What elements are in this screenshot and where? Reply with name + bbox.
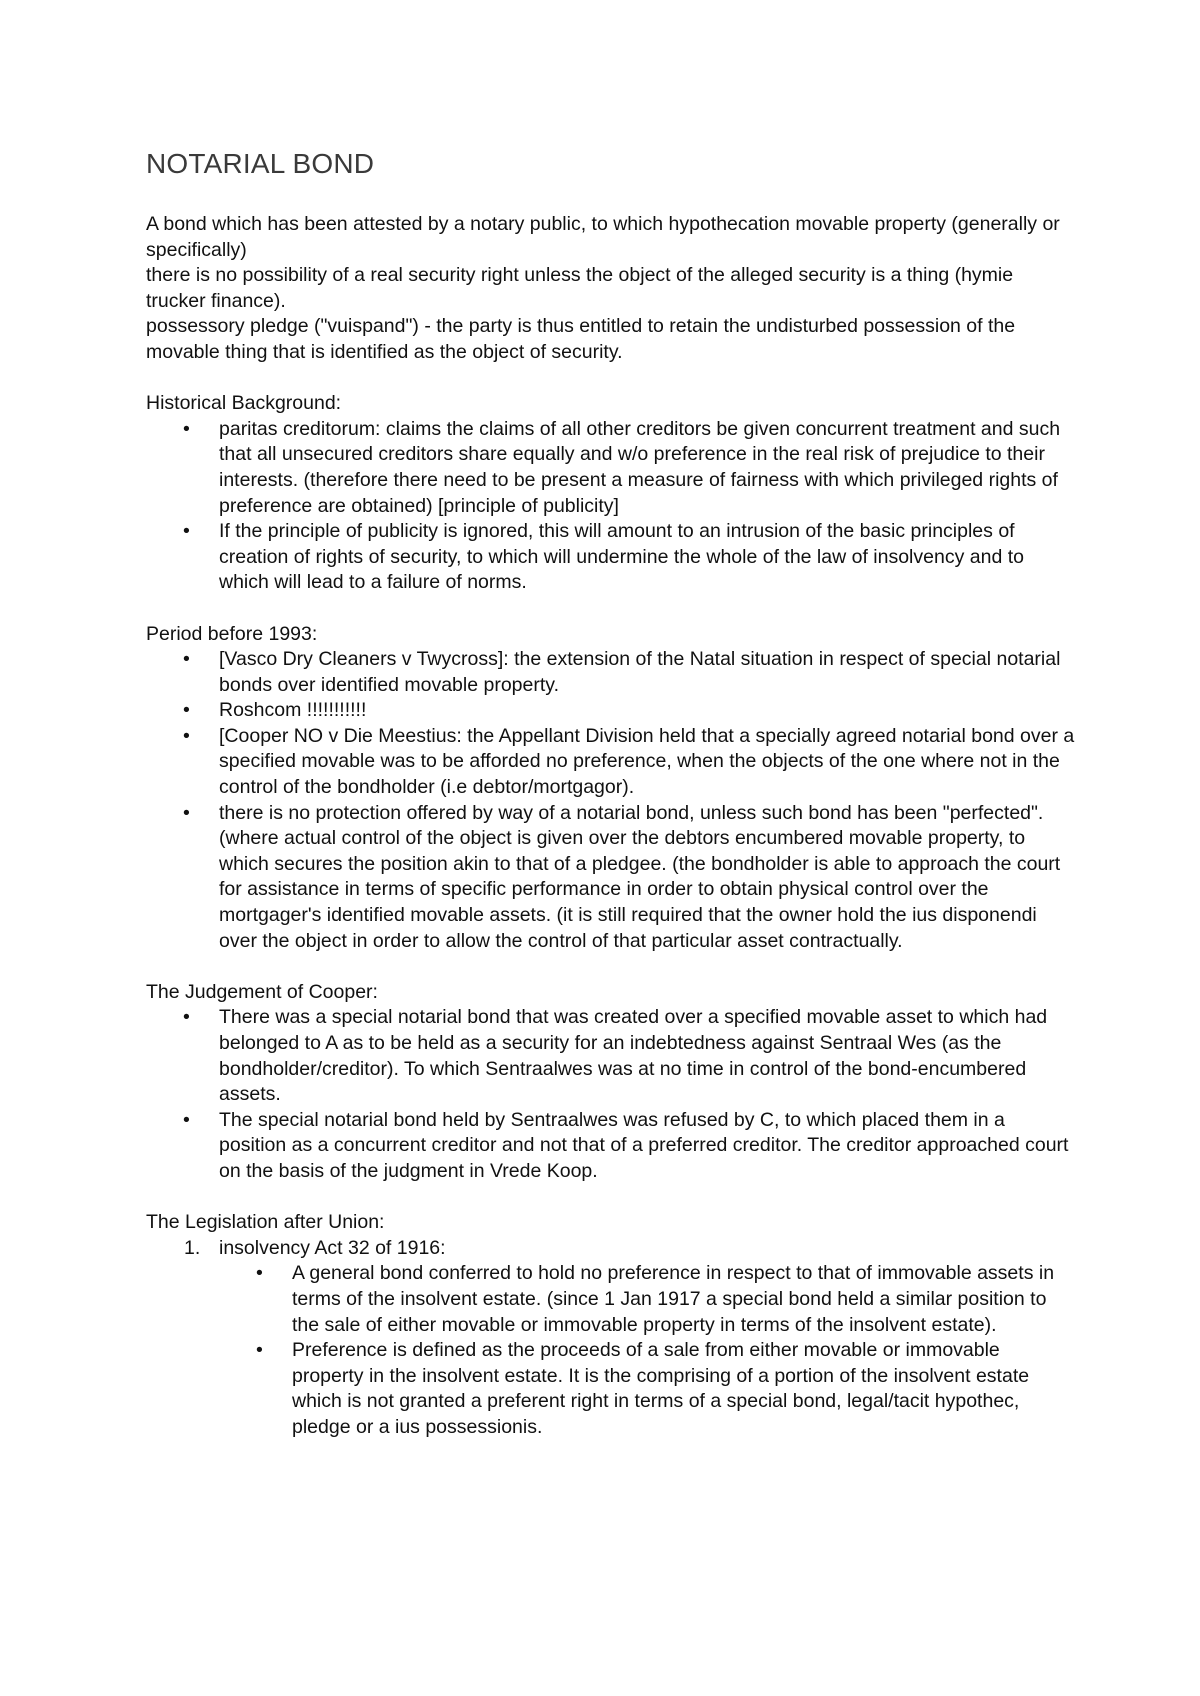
spacer [146,366,1076,392]
numbered-list-legislation [146,1236,1076,1441]
list-item-text: Roshcom !!!!!!!!!!! [219,699,367,722]
list-item-text: The special notarial bond held by Sentraalwes was refused by C, to which placed them in a position as a concurrent creditor and not that of a preferred creditor. The creditor approached court on the basis of the judgment in Vrede Koop. [219,1108,1069,1182]
bullet-list-judgement [146,1005,1076,1184]
bullet-icon: • [256,1339,263,1362]
intro-paragraph-1: A bond which has been attested by a notary public, to which hypothecation movable property (generally or specifically) [146,213,1060,261]
bullet-icon: • [256,1262,263,1285]
list-item [146,1108,1076,1185]
list-item-text: there is no protection offered by way of a notarial bond, unless such bond has been "perfected". (where actual control of the object is given over the debtors encumbered movable property, to which secures the position akin to that of a pledgee. (the bondholder is able to approach the court for assistance in terms of specific performance in order to obtain physical control over the mortgager's identified movable assets. (it is still required that the owner hold the ius disponendi over the object in order to allow the control of that particular asset contractually. [219,801,1061,952]
list-item-text: There was a special notarial bond that was created over a specified movable asset to which had belonged to A as to be held as a security for an indebtedness against Sentraal Wes (as the bondholder/creditor). To which Sentraalwes was at no time in control of the bond-encumbered assets. [219,1006,1048,1106]
spacer [146,596,1076,622]
section-heading-period: Period before 1993: [146,622,318,645]
section-heading-legislation: The Legislation after Union: [146,1211,385,1234]
list-item [146,1005,1076,1107]
list-item [146,724,1076,801]
list-item-text: [Cooper NO v Die Meestius: the Appellant Division held that a specially agreed notarial bond over a specified movable was to be afforded no preference, when the objects of the one where not in the control of the bondholder (i.e debtor/mortgagor). [219,724,1075,799]
list-item-text: A general bond conferred to hold no preference in respect to that of immovable assets in terms of the insolvent estate. (since 1 Jan 1917 a special bond held a similar position to the sale of either movable or immovable property in terms of the insolvent estate). [292,1262,1055,1336]
sub-bullet-list [219,1261,1076,1440]
bullet-icon: • [183,724,190,747]
bullet-list-historical [146,417,1076,596]
bullet-icon: • [183,1108,190,1131]
bullet-icon: • [183,699,190,722]
section-heading-historical: Historical Background: [146,392,342,415]
list-item [219,1261,1076,1338]
list-item [146,698,1076,724]
list-item [146,519,1076,596]
bullet-icon: • [183,417,190,440]
bullet-icon: • [183,801,190,824]
numbered-item-label: insolvency Act 32 of 1916: [219,1236,446,1259]
section-heading-judgement: The Judgement of Cooper: [146,980,378,1003]
bullet-list-period [146,647,1076,954]
list-number: 1. [184,1236,201,1259]
spacer [146,954,1076,980]
list-item [219,1338,1076,1440]
intro-paragraph-3: possessory pledge ("vuispand") - the party is thus entitled to retain the undisturbed possession of the movable thing that is identified as the object of security. [146,315,1016,363]
list-item [146,417,1076,519]
list-item-text: If the principle of publicity is ignored, this will amount to an intrusion of the basic principles of creation of rights of security, to which will undermine the whole of the law of insolvency and to which will lead to a failure of norms. [219,520,1024,594]
list-item [146,801,1076,955]
bullet-icon: • [183,520,190,543]
list-item-text: [Vasco Dry Cleaners v Twycross]: the extension of the Natal situation in respect of special notarial bonds over identified movable property. [219,648,1061,696]
list-item-text: paritas creditorum: claims the claims of all other creditors be given concurrent treatment and such that all unsecured creditors share equally and w/o preference in the real risk of prejudice to their interests. (therefore there need to be present a measure of fairness with which privileged rights of preference are obtained) [principle of publicity] [219,417,1061,517]
list-item [146,647,1076,698]
spacer [146,1185,1076,1211]
intro-paragraph-2: there is no possibility of a real security right unless the object of the alleged security is a thing (hymie trucker finance). [146,264,1014,312]
bullet-icon: • [183,1006,190,1029]
numbered-list-item [146,1236,1076,1441]
document-title: NOTARIAL BOND [146,148,375,179]
list-item-text: Preference is defined as the proceeds of a sale from either movable or immovable property in the insolvent estate. It is the comprising of a portion of the insolvent estate which is not granted a preferent right in terms of a special bond, legal/tacit hypothec, pledge or a ius possessionis. [292,1339,1030,1438]
bullet-icon: • [183,648,190,671]
document-page [146,144,1076,1441]
